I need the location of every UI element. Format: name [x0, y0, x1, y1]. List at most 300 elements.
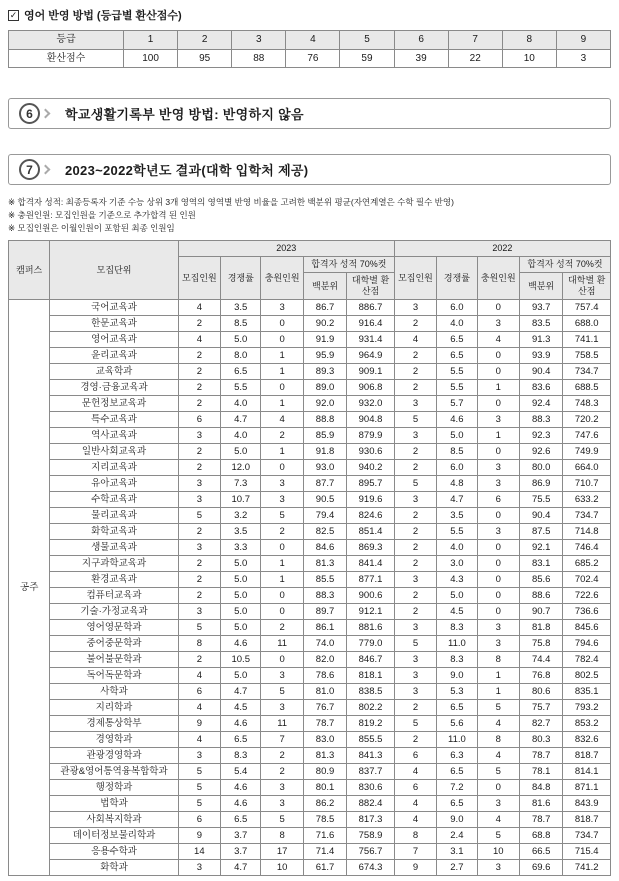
value-cell: 5 — [178, 620, 220, 636]
value-cell: 895.7 — [347, 476, 395, 492]
value-cell: 90.7 — [519, 604, 562, 620]
value-cell: 3 — [394, 396, 436, 412]
value-cell: 6 — [394, 780, 436, 796]
table-row — [9, 780, 611, 796]
value-cell: 3 — [477, 524, 519, 540]
value-cell: 87.7 — [303, 476, 346, 492]
value-cell: 0 — [477, 364, 519, 380]
value-cell: 881.6 — [347, 620, 395, 636]
value-cell: 0 — [261, 540, 303, 556]
value-cell: 5 — [394, 412, 436, 428]
value-cell: 909.1 — [347, 364, 395, 380]
value-cell: 95.9 — [303, 348, 346, 364]
value-cell: 9.0 — [437, 668, 477, 684]
value-cell: 75.7 — [519, 700, 562, 716]
value-cell: 838.5 — [347, 684, 395, 700]
value-cell: 837.7 — [347, 764, 395, 780]
value-cell: 3.7 — [221, 844, 261, 860]
table-row — [9, 556, 611, 572]
value-cell: 80.9 — [303, 764, 346, 780]
value-cell: 3.5 — [221, 524, 261, 540]
col-header-addl-2023: 충원인원 — [261, 257, 303, 300]
value-cell: 8.3 — [221, 748, 261, 764]
value-cell: 6.5 — [221, 812, 261, 828]
value-cell: 92.6 — [519, 444, 562, 460]
value-cell: 853.2 — [563, 716, 611, 732]
value-cell: 3.5 — [437, 508, 477, 524]
value-cell: 3 — [394, 492, 436, 508]
value-cell: 8.0 — [221, 348, 261, 364]
value-cell: 5.0 — [221, 604, 261, 620]
value-cell: 93.9 — [519, 348, 562, 364]
value-cell: 5.3 — [437, 684, 477, 700]
unit-name: 지구과학교육과 — [50, 556, 178, 572]
value-cell: 1 — [477, 428, 519, 444]
value-cell: 6.5 — [437, 796, 477, 812]
value-cell: 89.0 — [303, 380, 346, 396]
col-header-cut-2022: 합격자 성적 70%컷 — [519, 257, 610, 273]
value-cell: 3 — [477, 316, 519, 332]
value-cell: 758.5 — [563, 348, 611, 364]
value-cell: 88.3 — [303, 588, 346, 604]
col-header-unit: 모집단위 — [50, 241, 178, 300]
table-row — [9, 716, 611, 732]
value-cell: 5.0 — [437, 428, 477, 444]
value-cell: 664.0 — [563, 460, 611, 476]
value-cell: 4.0 — [221, 428, 261, 444]
value-cell: 3 — [394, 300, 436, 316]
value-cell: 6.5 — [221, 364, 261, 380]
value-cell: 11.0 — [437, 636, 477, 652]
value-cell: 0 — [477, 556, 519, 572]
value-cell: 2 — [178, 524, 220, 540]
grade-score-table — [8, 30, 611, 68]
value-cell: 78.7 — [303, 716, 346, 732]
table-row — [9, 828, 611, 844]
value-cell: 4.7 — [221, 684, 261, 700]
value-cell: 845.6 — [563, 620, 611, 636]
value-cell: 6.0 — [437, 460, 477, 476]
value-cell: 89.3 — [303, 364, 346, 380]
table-row — [9, 812, 611, 828]
value-cell: 82.0 — [303, 652, 346, 668]
value-cell: 818.7 — [563, 748, 611, 764]
value-cell: 78.6 — [303, 668, 346, 684]
table-row — [9, 764, 611, 780]
value-cell: 757.4 — [563, 300, 611, 316]
table-row — [9, 700, 611, 716]
value-cell: 90.4 — [519, 508, 562, 524]
value-cell: 71.4 — [303, 844, 346, 860]
value-cell: 8.3 — [437, 652, 477, 668]
value-cell: 0 — [261, 380, 303, 396]
value-cell: 91.3 — [519, 332, 562, 348]
unit-name: 윤리교육과 — [50, 348, 178, 364]
value-cell: 90.5 — [303, 492, 346, 508]
value-cell: 3 — [178, 476, 220, 492]
value-cell: 0 — [477, 444, 519, 460]
value-cell: 71.6 — [303, 828, 346, 844]
value-cell: 2 — [178, 316, 220, 332]
table-row — [9, 412, 611, 428]
table-row — [9, 492, 611, 508]
value-cell: 92.4 — [519, 396, 562, 412]
unit-name: 데이터정보물리학과 — [50, 828, 178, 844]
value-cell: 2 — [178, 364, 220, 380]
value-cell: 756.7 — [347, 844, 395, 860]
unit-name: 문헌정보교육과 — [50, 396, 178, 412]
value-cell: 4 — [394, 812, 436, 828]
score-cell: 22 — [448, 49, 502, 68]
value-cell: 3 — [477, 620, 519, 636]
section-7-title: 2023~2022학년도 결과(대학 입학처 제공) — [65, 163, 309, 178]
value-cell: 964.9 — [347, 348, 395, 364]
value-cell: 2 — [261, 428, 303, 444]
unit-name: 영어영문학과 — [50, 620, 178, 636]
value-cell: 4 — [178, 300, 220, 316]
table-row — [9, 524, 611, 540]
grade-cell: 2 — [178, 31, 232, 50]
value-cell: 3 — [394, 668, 436, 684]
section-6-title: 학교생활기록부 반영 방법: 반영하지 않음 — [65, 107, 304, 122]
value-cell: 3 — [178, 604, 220, 620]
table-row — [9, 540, 611, 556]
value-cell: 6.5 — [437, 700, 477, 716]
value-cell: 7 — [394, 844, 436, 860]
year-header-2023: 2023 — [178, 241, 394, 257]
col-header-quota-2022: 모집인원 — [394, 257, 436, 300]
value-cell: 6 — [477, 492, 519, 508]
value-cell: 8.3 — [437, 620, 477, 636]
value-cell: 2 — [394, 524, 436, 540]
value-cell: 92.3 — [519, 428, 562, 444]
grade-row-label: 등급 — [9, 31, 124, 50]
value-cell: 4.6 — [221, 636, 261, 652]
value-cell: 741.2 — [563, 860, 611, 876]
table-row — [9, 380, 611, 396]
value-cell: 8 — [178, 636, 220, 652]
value-cell: 720.2 — [563, 412, 611, 428]
value-cell: 1 — [261, 572, 303, 588]
value-cell: 4.6 — [221, 780, 261, 796]
value-cell: 5 — [394, 716, 436, 732]
chevron-right-icon — [41, 165, 51, 175]
value-cell: 79.4 — [303, 508, 346, 524]
value-cell: 89.7 — [303, 604, 346, 620]
value-cell: 81.6 — [519, 796, 562, 812]
value-cell: 3 — [261, 780, 303, 796]
value-cell: 2 — [261, 764, 303, 780]
value-cell: 2 — [394, 700, 436, 716]
value-cell: 4 — [394, 764, 436, 780]
value-cell: 82.5 — [303, 524, 346, 540]
value-cell: 82.7 — [519, 716, 562, 732]
value-cell: 3 — [261, 476, 303, 492]
value-cell: 6.3 — [437, 748, 477, 764]
value-cell: 4 — [178, 700, 220, 716]
grade-cell: 3 — [232, 31, 286, 50]
value-cell: 74.0 — [303, 636, 346, 652]
value-cell: 0 — [261, 460, 303, 476]
value-cell: 900.6 — [347, 588, 395, 604]
value-cell: 2 — [394, 732, 436, 748]
unit-name: 불어불문학과 — [50, 652, 178, 668]
value-cell: 4 — [261, 412, 303, 428]
value-cell: 2 — [178, 396, 220, 412]
table-row — [9, 652, 611, 668]
value-cell: 3 — [394, 652, 436, 668]
value-cell: 3 — [178, 748, 220, 764]
value-cell: 83.0 — [303, 732, 346, 748]
value-cell: 78.5 — [303, 812, 346, 828]
value-cell: 802.2 — [347, 700, 395, 716]
value-cell: 877.1 — [347, 572, 395, 588]
value-cell: 710.7 — [563, 476, 611, 492]
value-cell: 2 — [178, 460, 220, 476]
value-cell: 6.5 — [437, 764, 477, 780]
value-cell: 83.5 — [519, 316, 562, 332]
value-cell: 1 — [261, 364, 303, 380]
value-cell: 3 — [178, 540, 220, 556]
checked-checkbox-icon: ✓ — [9, 9, 18, 20]
value-cell: 90.4 — [519, 364, 562, 380]
value-cell: 84.6 — [303, 540, 346, 556]
unit-name: 영어교육과 — [50, 332, 178, 348]
value-cell: 3 — [178, 492, 220, 508]
value-cell: 2 — [394, 540, 436, 556]
value-cell: 841.4 — [347, 556, 395, 572]
value-cell: 2 — [178, 444, 220, 460]
value-cell: 3 — [178, 860, 220, 876]
value-cell: 5 — [178, 796, 220, 812]
unit-name: 환경교육과 — [50, 572, 178, 588]
circled-number-6-icon: 6 — [19, 103, 40, 124]
unit-name: 교육학과 — [50, 364, 178, 380]
value-cell: 3.2 — [221, 508, 261, 524]
value-cell: 76.8 — [519, 668, 562, 684]
value-cell: 5.0 — [437, 588, 477, 604]
value-cell: 80.0 — [519, 460, 562, 476]
value-cell: 2 — [178, 380, 220, 396]
value-cell: 11 — [261, 636, 303, 652]
header-row-years — [9, 241, 611, 257]
unit-name: 국어교육과 — [50, 300, 178, 316]
table-row — [9, 396, 611, 412]
value-cell: 5 — [394, 476, 436, 492]
table-row — [9, 316, 611, 332]
value-cell: 4.0 — [437, 540, 477, 556]
value-cell: 734.7 — [563, 508, 611, 524]
value-cell: 78.7 — [519, 812, 562, 828]
unit-name: 경영학과 — [50, 732, 178, 748]
unit-name: 컴퓨터교육과 — [50, 588, 178, 604]
value-cell: 633.2 — [563, 492, 611, 508]
value-cell: 930.6 — [347, 444, 395, 460]
value-cell: 779.0 — [347, 636, 395, 652]
value-cell: 830.6 — [347, 780, 395, 796]
value-cell: 2.4 — [437, 828, 477, 844]
value-cell: 3 — [178, 428, 220, 444]
value-cell: 14 — [178, 844, 220, 860]
value-cell: 0 — [261, 316, 303, 332]
unit-name: 일반사회교육과 — [50, 444, 178, 460]
value-cell: 88.6 — [519, 588, 562, 604]
value-cell: 61.7 — [303, 860, 346, 876]
unit-name: 유아교육과 — [50, 476, 178, 492]
value-cell: 4 — [477, 332, 519, 348]
value-cell: 5 — [178, 508, 220, 524]
value-cell: 882.4 — [347, 796, 395, 812]
value-cell: 3 — [477, 796, 519, 812]
value-cell: 8 — [477, 732, 519, 748]
value-cell: 9 — [394, 860, 436, 876]
unit-name: 경영·금융교육과 — [50, 380, 178, 396]
value-cell: 4 — [477, 748, 519, 764]
value-cell: 758.9 — [347, 828, 395, 844]
value-cell: 2 — [261, 524, 303, 540]
chevron-right-icon — [41, 109, 51, 119]
value-cell: 5.0 — [221, 668, 261, 684]
value-cell: 7 — [261, 732, 303, 748]
note-line: ※ 합격자 성적: 최종등록자 기준 수능 상위 3개 영역의 영역별 반영 비율을 고려한 백분위 평균(자연계열은 수학 필수 반영) — [8, 197, 454, 207]
value-cell: 2 — [394, 460, 436, 476]
score-cell: 95 — [178, 49, 232, 68]
value-cell: 5.0 — [221, 332, 261, 348]
value-cell: 83.6 — [519, 380, 562, 396]
col-header-percentile-2023: 백분위 — [303, 273, 346, 300]
value-cell: 92.0 — [303, 396, 346, 412]
value-cell: 4.6 — [437, 412, 477, 428]
value-cell: 5 — [477, 828, 519, 844]
value-cell: 0 — [477, 588, 519, 604]
value-cell: 84.8 — [519, 780, 562, 796]
table-row — [9, 364, 611, 380]
value-cell: 919.6 — [347, 492, 395, 508]
value-cell: 3 — [261, 700, 303, 716]
footnotes — [8, 196, 611, 234]
value-cell: 9 — [178, 828, 220, 844]
value-cell: 93.7 — [519, 300, 562, 316]
value-cell: 846.7 — [347, 652, 395, 668]
value-cell: 3 — [261, 796, 303, 812]
score-cell: 100 — [124, 49, 178, 68]
value-cell: 1 — [261, 396, 303, 412]
value-cell: 4 — [178, 332, 220, 348]
col-header-addl-2022: 충원인원 — [477, 257, 519, 300]
table-row — [9, 444, 611, 460]
unit-name: 관광경영학과 — [50, 748, 178, 764]
value-cell: 3 — [477, 636, 519, 652]
value-cell: 2 — [261, 748, 303, 764]
value-cell: 749.9 — [563, 444, 611, 460]
value-cell: 6 — [394, 748, 436, 764]
table-row — [9, 604, 611, 620]
value-cell: 9 — [178, 716, 220, 732]
value-cell: 0 — [477, 300, 519, 316]
table-row — [9, 636, 611, 652]
col-header-converted-2022: 대학별 환산점 — [563, 273, 611, 300]
col-header-cut-2023: 합격자 성적 70%컷 — [303, 257, 394, 273]
value-cell: 4.6 — [221, 716, 261, 732]
score-cell: 88 — [232, 49, 286, 68]
value-cell: 4.0 — [221, 396, 261, 412]
value-cell: 0 — [477, 348, 519, 364]
score-cell: 39 — [394, 49, 448, 68]
value-cell: 4 — [394, 332, 436, 348]
value-cell: 5.5 — [437, 524, 477, 540]
value-cell: 782.4 — [563, 652, 611, 668]
value-cell: 824.6 — [347, 508, 395, 524]
value-cell: 8.5 — [221, 316, 261, 332]
grade-row — [9, 31, 611, 50]
value-cell: 4.7 — [437, 492, 477, 508]
value-cell: 3 — [477, 412, 519, 428]
grade-cell: 8 — [502, 31, 556, 50]
value-cell: 10.7 — [221, 492, 261, 508]
value-cell: 794.6 — [563, 636, 611, 652]
value-cell: 4.5 — [221, 700, 261, 716]
value-cell: 869.3 — [347, 540, 395, 556]
unit-name: 법학과 — [50, 796, 178, 812]
value-cell: 74.4 — [519, 652, 562, 668]
value-cell: 8.5 — [437, 444, 477, 460]
value-cell: 4 — [178, 668, 220, 684]
value-cell: 86.7 — [303, 300, 346, 316]
value-cell: 6.5 — [437, 332, 477, 348]
value-cell: 3.3 — [221, 540, 261, 556]
table-row — [9, 668, 611, 684]
value-cell: 87.5 — [519, 524, 562, 540]
value-cell: 2 — [394, 380, 436, 396]
table-row — [9, 844, 611, 860]
value-cell: 92.1 — [519, 540, 562, 556]
value-cell: 0 — [477, 572, 519, 588]
value-cell: 6.5 — [437, 348, 477, 364]
value-cell: 702.4 — [563, 572, 611, 588]
unit-name: 화학교육과 — [50, 524, 178, 540]
value-cell: 85.9 — [303, 428, 346, 444]
score-row — [9, 49, 611, 68]
table-row — [9, 588, 611, 604]
value-cell: 841.3 — [347, 748, 395, 764]
value-cell: 5.0 — [221, 588, 261, 604]
value-cell: 2 — [178, 588, 220, 604]
value-cell: 818.7 — [563, 812, 611, 828]
value-cell: 688.5 — [563, 380, 611, 396]
value-cell: 8 — [394, 828, 436, 844]
value-cell: 3 — [394, 428, 436, 444]
value-cell: 75.8 — [519, 636, 562, 652]
unit-name: 경제통상학부 — [50, 716, 178, 732]
value-cell: 91.8 — [303, 444, 346, 460]
value-cell: 86.2 — [303, 796, 346, 812]
col-header-percentile-2022: 백분위 — [519, 273, 562, 300]
table-row — [9, 620, 611, 636]
circled-number-7-icon: 7 — [19, 159, 40, 180]
value-cell: 3.0 — [437, 556, 477, 572]
table-row — [9, 860, 611, 876]
value-cell: 3 — [477, 476, 519, 492]
value-cell: 85.6 — [519, 572, 562, 588]
value-cell: 83.1 — [519, 556, 562, 572]
value-cell: 802.5 — [563, 668, 611, 684]
unit-name: 화학과 — [50, 860, 178, 876]
value-cell: 3 — [261, 492, 303, 508]
value-cell: 3.1 — [437, 844, 477, 860]
value-cell: 5 — [178, 764, 220, 780]
unit-name: 사회복지학과 — [50, 812, 178, 828]
value-cell: 86.1 — [303, 620, 346, 636]
